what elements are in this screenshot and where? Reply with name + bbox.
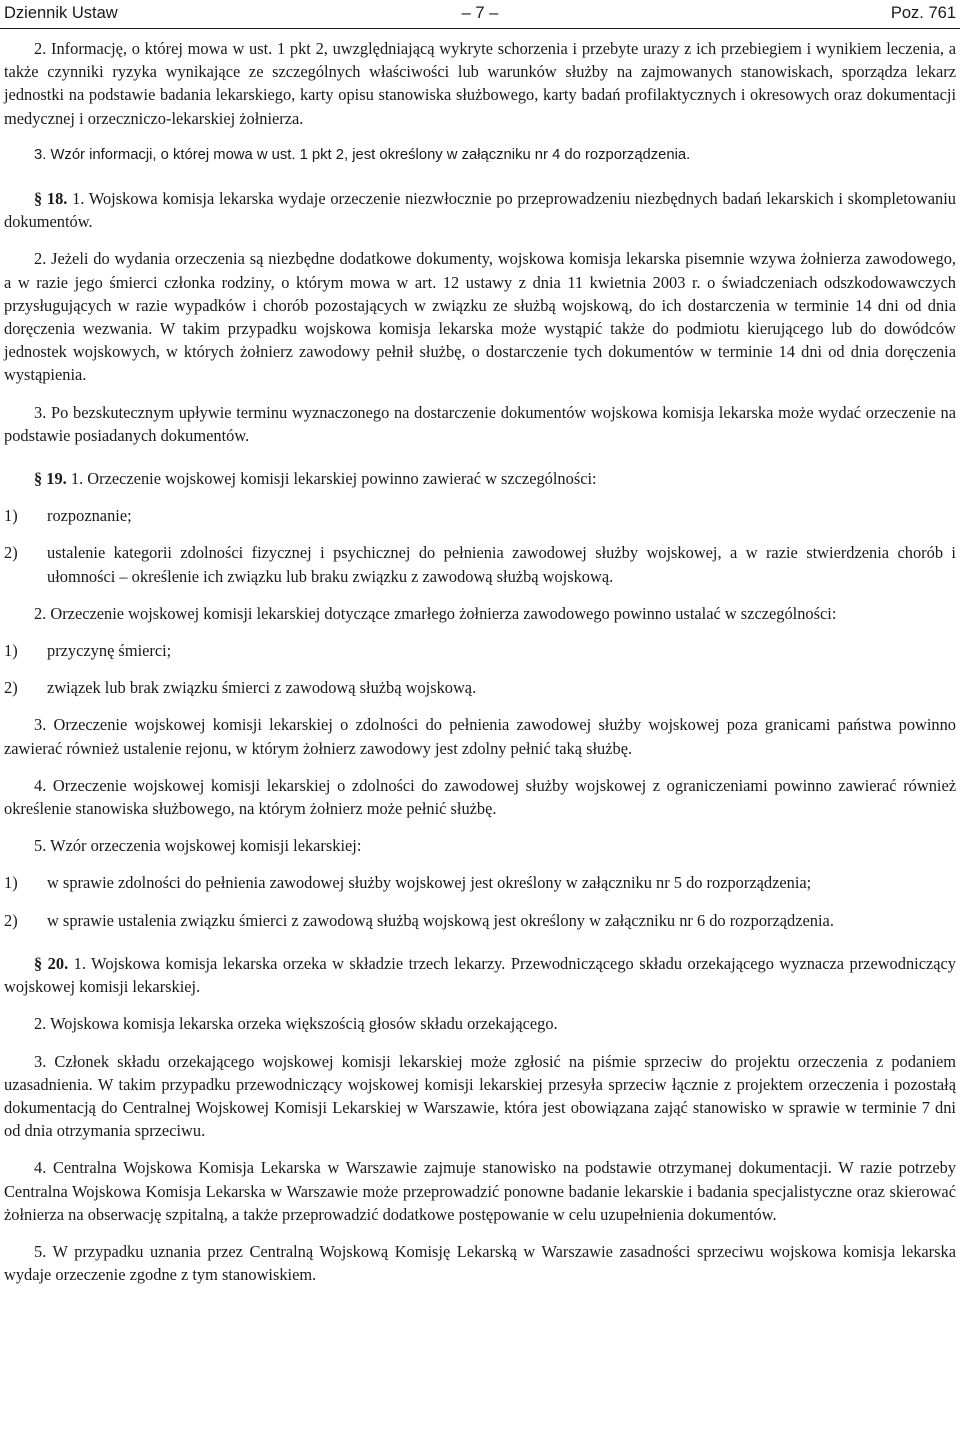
section-18-sign: § 18. — [34, 189, 68, 209]
list-item — [4, 676, 956, 699]
section-19-paragraph-5: 5. Wzór orzeczenia wojskowej komisji lekarskiej: — [34, 836, 362, 856]
list-item — [4, 541, 956, 587]
list-item-text: rozpoznanie; — [47, 506, 132, 526]
section-19-paragraph-1 — [4, 467, 956, 490]
list-item — [4, 639, 956, 662]
list-item-number: 1) — [4, 873, 18, 893]
list-item-number: 1) — [4, 506, 18, 526]
list-item-text: w sprawie ustalenia związku śmierci z zawodową służbą wojskową jest określony w załączniku nr 6 do rozporządzenia. — [47, 910, 834, 930]
list-item-number: 2) — [4, 910, 18, 930]
list-item-text: przyczynę śmierci; — [47, 641, 172, 661]
section-19-paragraph-4: 4. Orzeczenie wojskowej komisji lekarskiej o zdolności do zawodowej służby wojskowej z ograniczeniami powinno zawierać również określenie stanowiska służbowego, na którym żołnierz może pełnić służbę. — [4, 775, 956, 819]
list-item-text: związek lub brak związku śmierci z zawodową służbą wojskową. — [47, 678, 477, 698]
list-item-text: ustalenie kategorii zdolności fizycznej i psychicznej do pełnienia zawodowej służby wojskowej, a w razie stwierdzenia chorób i ułomności – określenie ich związku lub braku związku z zawodową służbą wojskową. — [47, 543, 956, 586]
list-item-text: w sprawie zdolności do pełnienia zawodowej służby wojskowej jest określony w załączniku nr 5 do rozporządzenia; — [47, 873, 812, 893]
section-20-text-1: 1. Wojskowa komisja lekarska orzeka w składzie trzech lekarzy. Przewodniczącego składu orzekającego wyznacza przewodniczący wojskowej komisji lekarskiej. — [4, 953, 956, 997]
section-18-paragraph-3: 3. Po bezskutecznym upływie terminu wyznaczonego na dostarczenie dokumentów wojskowa komisja lekarska może wydać orzeczenie na podstawie posiadanych dokumentów. — [4, 402, 956, 445]
list-item-number: 1) — [4, 641, 18, 661]
position-number: Poz. 761 — [890, 4, 956, 22]
paragraph-3: 3. Wzór informacji, o której mowa w ust. 1 pkt 2, jest określony w załączniku nr 4 do rozporządzenia. — [34, 146, 691, 163]
header-rule — [0, 28, 960, 29]
list-item — [4, 504, 956, 527]
section-20-sign: § 20. — [34, 953, 69, 973]
page-header — [0, 0, 960, 26]
section-19-paragraph-3: 3. Orzeczenie wojskowej komisji lekarskiej o zdolności do pełnienia zawodowej służby wojskowej poza granicami państwa powinno zawierać również ustalenie rejonu, w którym żołnierz zawodowy jest zdolny pełnić taką służbę. — [4, 715, 956, 758]
page-number: – 7 – — [461, 4, 499, 22]
section-20-paragraph-4: 4. Centralna Wojskowa Komisja Lekarska w Warszawie zajmuje stanowisko na podstawie otrzymanej dokumentacji. W razie potrzeby Centralna Wojskowa Komisja Lekarska w Warszawie może przeprowadzić ponowne badanie lekarskie i badania specjalistyczne oraz skierować żołnierza na obserwację szpitalną, a także przeprowadzić dodatkowe postępowanie w celu uzupełnienia dokumentów. — [4, 1158, 956, 1224]
journal-title: Dziennik Ustaw — [4, 4, 118, 22]
section-19-paragraph-2: 2. Orzeczenie wojskowej komisji lekarskiej dotyczące zmarłego żołnierza zawodowego powinno ustalać w szczególności: — [34, 603, 837, 623]
section-19-sign: § 19. — [34, 469, 67, 489]
paragraph-2: 2. Informację, o której mowa w ust. 1 pkt 2, uwzględniającą wykryte schorzenia i przebyte urazy z ich przebiegiem i wynikiem leczenia, a także czynniki ryzyka wynikające ze szczególnych właściwości lub warunków służby na zajmowanych stanowiskach, sporządza lekarz jednostki na podstawie badania lekarskiego, karty opisu stanowiska służbowego, karty badań profilaktycznych i okresowych oraz dokumentacji medycznej i orzeczniczo-lekarskiej żołnierza. — [4, 39, 956, 128]
list-item — [4, 909, 956, 932]
section-20-paragraph-1 — [4, 952, 956, 998]
section-18-text-1: 1. Wojskowa komisja lekarska wydaje orzeczenie niezwłocznie po przeprowadzeniu niezbędnych badań lekarskich i skompletowaniu dokumentów. — [4, 189, 956, 232]
section-20-paragraph-5: 5. W przypadku uznania przez Centralną Wojskową Komisję Lekarską w Warszawie zasadności sprzeciwu wojskowa komisja lekarska wydaje orzeczenie zgodne z tym stanowiskiem. — [4, 1241, 956, 1285]
section-18-paragraph-1 — [4, 187, 956, 233]
section-18-paragraph-2: 2. Jeżeli do wydania orzeczenia są niezbędne dodatkowe dokumenty, wojskowa komisja lekarska pisemnie wzywa żołnierza zawodowego, a w razie jego śmierci członka rodziny, o którym mowa w art. 12 ustawy z dnia 11 kwietnia 2003 r. o świadczeniach odszkodowawczych przysługujących w razie wypadków i chorób pozostających w związku ze służbą wojskową, do ich dostarczenia w terminie 14 dni od dnia doręczenia wezwania. W takim przypadku wojskowa komisja lekarska może wystąpić także do podmiotu kierującego lub do dowódców jednostek wojskowych, w których żołnierz zawodowy pełnił służbę, o dostarczenie tych dokumentów w terminie 14 dni od dnia doręczenia wystąpienia. — [4, 249, 956, 385]
list-item — [4, 871, 956, 894]
section-20-paragraph-2: 2. Wojskowa komisja lekarska orzeka większością głosów składu orzekającego. — [34, 1014, 558, 1034]
list-item-number: 2) — [4, 543, 18, 563]
document-body — [4, 37, 956, 1300]
section-20-paragraph-3: 3. Członek składu orzekającego wojskowej komisji lekarskiej może zgłosić na piśmie sprzeciw do projektu orzeczenia z podaniem uzasadnienia. W takim przypadku przewodniczący wojskowej komisji lekarskiej przesyła sprzeciw łącznie z projektem orzeczenia i pozostałą dokumentacją do Centralnej Wojskowej Komisji Lekarskiej w Warszawie, która jest obowiązana zająć stanowisko w sprawie w terminie 7 dni od dnia otrzymania sprzeciwu. — [4, 1051, 956, 1141]
list-item-number: 2) — [4, 678, 18, 698]
section-19-text-1: 1. Orzeczenie wojskowej komisji lekarskiej powinno zawierać w szczególności: — [70, 469, 597, 489]
